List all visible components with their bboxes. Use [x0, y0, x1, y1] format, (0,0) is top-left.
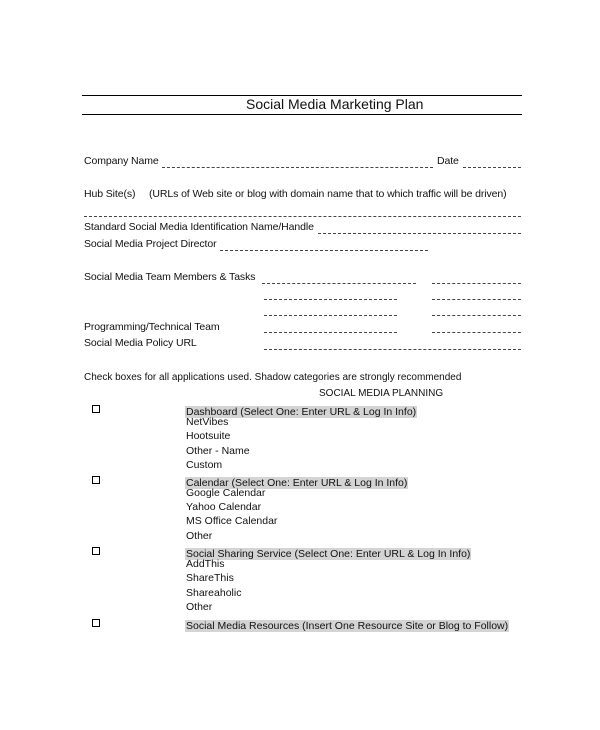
date-field[interactable] — [463, 167, 521, 168]
team-members-label: Social Media Team Members & Tasks — [84, 271, 256, 283]
option-item: ShareThis — [186, 572, 234, 584]
section-heading: SOCIAL MEDIA PLANNING — [319, 388, 444, 399]
project-director-field[interactable] — [220, 250, 428, 251]
instructions-text: Check boxes for all applications used. Shadow categories are strongly recommended — [84, 372, 462, 383]
hub-sites-label: Hub Site(s) — [84, 188, 136, 200]
option-item: Other - Name — [186, 445, 250, 457]
company-name-label: Company Name — [84, 155, 159, 167]
option-item: NetVibes — [186, 416, 229, 428]
company-name-field[interactable] — [162, 167, 433, 168]
policy-url-field[interactable] — [264, 349, 521, 350]
option-item: AddThis — [186, 558, 225, 570]
category-social-resources — [185, 616, 509, 634]
option-item: MS Office Calendar — [186, 515, 278, 527]
team-member-field-3b[interactable] — [432, 315, 521, 316]
option-item: Google Calendar — [186, 487, 266, 499]
standard-id-label: Standard Social Media Identification Name/Handle — [84, 221, 314, 233]
hub-sites-note: (URLs of Web site or blog with domain name that to which traffic will be driven) — [149, 188, 507, 200]
option-item: Shareaholic — [186, 587, 242, 599]
document-title: Social Media Marketing Plan — [246, 96, 424, 112]
team-member-field-3a[interactable] — [264, 315, 397, 316]
team-member-field-1b[interactable] — [432, 283, 521, 284]
tech-team-label: Programming/Technical Team — [84, 321, 220, 333]
tech-team-field-a[interactable] — [264, 332, 397, 333]
category-label: Calendar (Select One: Enter URL & Log In Info) — [186, 477, 408, 489]
category-label: Social Media Resources (Insert One Resource Site or Blog to Follow) — [186, 620, 509, 632]
checkbox-social-resources[interactable] — [92, 619, 100, 627]
option-item: Other — [186, 530, 213, 542]
category-label: Dashboard (Select One: Enter URL & Log In Info) — [186, 406, 417, 418]
date-label: Date — [437, 155, 459, 167]
team-member-field-2b[interactable] — [432, 299, 521, 300]
team-member-field-1a[interactable] — [262, 283, 416, 284]
project-director-label: Social Media Project Director — [84, 238, 217, 250]
checkbox-social-sharing[interactable] — [92, 547, 100, 555]
hub-sites-field[interactable] — [84, 216, 521, 217]
title-rule — [82, 114, 522, 115]
checkbox-dashboard[interactable] — [92, 405, 100, 413]
category-social-sharing — [185, 544, 471, 562]
option-item: Other — [186, 601, 213, 613]
option-item: Yahoo Calendar — [186, 501, 262, 513]
option-item: Custom — [186, 459, 223, 471]
team-member-field-2a[interactable] — [264, 299, 397, 300]
policy-url-label: Social Media Policy URL — [84, 337, 197, 349]
checkbox-calendar[interactable] — [92, 476, 100, 484]
tech-team-field-b[interactable] — [432, 332, 521, 333]
standard-id-field[interactable] — [318, 233, 521, 234]
option-item: Hootsuite — [186, 430, 231, 442]
category-label: Social Sharing Service (Select One: Enter URL & Log In Info) — [186, 548, 471, 560]
